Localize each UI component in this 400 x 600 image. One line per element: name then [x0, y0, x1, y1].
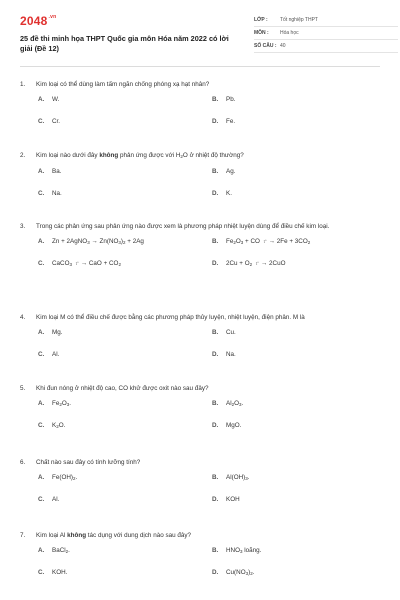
question-text: Kim loại Al không tác dụng với dung dịch nào sau đây?	[36, 532, 192, 539]
option-b[interactable]: B. Cu.	[212, 329, 236, 336]
options	[20, 547, 378, 589]
question-number: 1.	[20, 81, 26, 88]
header-divider	[20, 66, 380, 67]
question-1	[20, 80, 378, 138]
option-c[interactable]: C. Cr.	[38, 118, 61, 125]
option-a[interactable]: A. $Fe_2O_3$.	[38, 400, 72, 407]
question-stem	[20, 458, 378, 468]
question-4	[20, 313, 378, 371]
option-d[interactable]: D. K.	[212, 190, 232, 197]
question-number: 5.	[20, 385, 26, 392]
question-text: Trong các phản ứng sau phản ứng nào được xem là phương pháp nhiệt luyện dùng để điều chế kim loại.	[36, 223, 330, 230]
option-a[interactable]: A. BaCl$_2$.	[38, 547, 70, 554]
options	[20, 474, 378, 516]
question-stem	[20, 151, 378, 162]
options	[20, 238, 378, 280]
option-a[interactable]: A. Ba.	[38, 168, 62, 175]
question-text: Kim loại có thể dùng làm tấm ngăn chống phóng xạ hạt nhân?	[36, 81, 210, 88]
formula-b: $Al_2O_3$.	[226, 400, 244, 407]
option-b[interactable]: B. Pb.	[212, 96, 236, 103]
question-3	[20, 222, 378, 280]
option-c[interactable]: C. CaCO$_3$ t° → CaO + $CO_2$	[38, 260, 121, 267]
meta-value: Hóa học	[280, 30, 299, 36]
option-c[interactable]: C. $K_2O$.	[38, 422, 66, 429]
meta-subject-row	[254, 27, 398, 40]
question-stem	[20, 80, 378, 90]
question-text: Kim loại M có thể điều chế được bằng các phương pháp thủy luyện, nhiệt luyện, điện phân. M là	[36, 314, 305, 321]
question-stem	[20, 313, 378, 323]
question-number: 3.	[20, 223, 26, 230]
meta-value: 40	[280, 43, 286, 49]
option-d[interactable]: D. $2Cu + O_2$ t° → 2CuO	[212, 260, 286, 267]
question-2	[20, 151, 378, 210]
question-number: 7.	[20, 532, 26, 539]
options	[20, 96, 378, 138]
options	[20, 400, 378, 442]
option-a[interactable]: A. Zn + 2AgNO$_3$ → $Zn(NO_3)_2 + 2Ag$	[38, 238, 144, 245]
meta-key: SỐ CÂU :	[254, 43, 277, 49]
question-5	[20, 384, 378, 442]
question-number: 4.	[20, 314, 26, 321]
option-d[interactable]: D. $Cu(NO_3)_2$.	[212, 569, 255, 576]
equation-b: $Fe_2O_3$ + CO $t^\circ \to 2Fe + 3CO_2$	[226, 238, 311, 245]
equation-d: $2Cu + O_2$ t° → 2CuO	[226, 260, 286, 267]
option-b[interactable]: B. $Fe_2O_3$ + CO $t^\circ \to 2Fe + 3CO_2$	[212, 238, 311, 245]
option-b[interactable]: B. $HNO_3$ loãng.	[212, 547, 262, 554]
option-c[interactable]: C. Al.	[38, 351, 60, 358]
meta-key: LỚP :	[254, 17, 268, 23]
question-text: Chất nào sau đây có tính lưỡng tính?	[36, 459, 141, 466]
meta-count-row	[254, 40, 398, 53]
question-7	[20, 531, 378, 589]
formula-c: $K_2O$.	[52, 422, 66, 429]
option-a[interactable]: A. Mg.	[38, 329, 63, 336]
question-text: Khi đun nóng ở nhiệt độ cao, CO khử được oxit nào sau đây?	[36, 385, 209, 392]
option-d[interactable]: D. Na.	[212, 351, 236, 358]
question-6	[20, 458, 378, 516]
question-text: Kim loại nào dưới đây không phản ứng được với $H_2O$ ở nhiệt độ thường?	[36, 152, 244, 159]
equation-a: Zn + 2AgNO$_3$ → $Zn(NO_3)_2 + 2Ag$	[52, 238, 144, 245]
option-b[interactable]: B. $Al_2O_3$.	[212, 400, 244, 407]
option-d[interactable]: D. KOH	[212, 496, 240, 503]
question-stem	[20, 222, 378, 232]
question-stem	[20, 531, 378, 541]
option-b[interactable]: B. Ag.	[212, 168, 236, 175]
document-title: 25 đề thi minh họa THPT Quốc gia môn Hóa năm 2022 có lời giải (Đề 12)	[20, 34, 229, 53]
equation-c: CaCO$_3$ t° → CaO + $CO_2$	[52, 260, 121, 267]
option-c[interactable]: C. Al.	[38, 496, 60, 503]
question-stem	[20, 384, 378, 394]
question-number: 6.	[20, 459, 26, 466]
formula-b: $HNO_3$ loãng.	[226, 547, 262, 554]
option-d[interactable]: D. MgO.	[212, 422, 242, 429]
option-c[interactable]: C. KOH.	[38, 569, 68, 576]
site-logo[interactable]: $2048^{.vn}$	[20, 14, 57, 28]
formula-b: $Al(OH)_3$.	[226, 474, 250, 481]
meta-panel	[254, 14, 398, 53]
options	[20, 168, 378, 210]
option-b[interactable]: B. $Al(OH)_3$.	[212, 474, 250, 481]
option-a[interactable]: A. W.	[38, 96, 60, 103]
header	[20, 14, 382, 58]
meta-key: MÔN :	[254, 30, 269, 36]
formula-a: $Fe(OH)_2$.	[52, 474, 78, 481]
option-d[interactable]: D. Fe.	[212, 118, 236, 125]
formula-a: BaCl$_2$.	[52, 547, 70, 554]
formula-d: $Cu(NO_3)_2$.	[226, 569, 255, 576]
options	[20, 329, 378, 371]
option-a[interactable]: A. $Fe(OH)_2$.	[38, 474, 78, 481]
question-number: 2.	[20, 152, 26, 159]
meta-class-row	[254, 14, 398, 27]
meta-value: Tốt nghiệp THPT	[280, 17, 318, 23]
option-c[interactable]: C. Na.	[38, 190, 62, 197]
formula-a: $Fe_2O_3$.	[52, 400, 72, 407]
